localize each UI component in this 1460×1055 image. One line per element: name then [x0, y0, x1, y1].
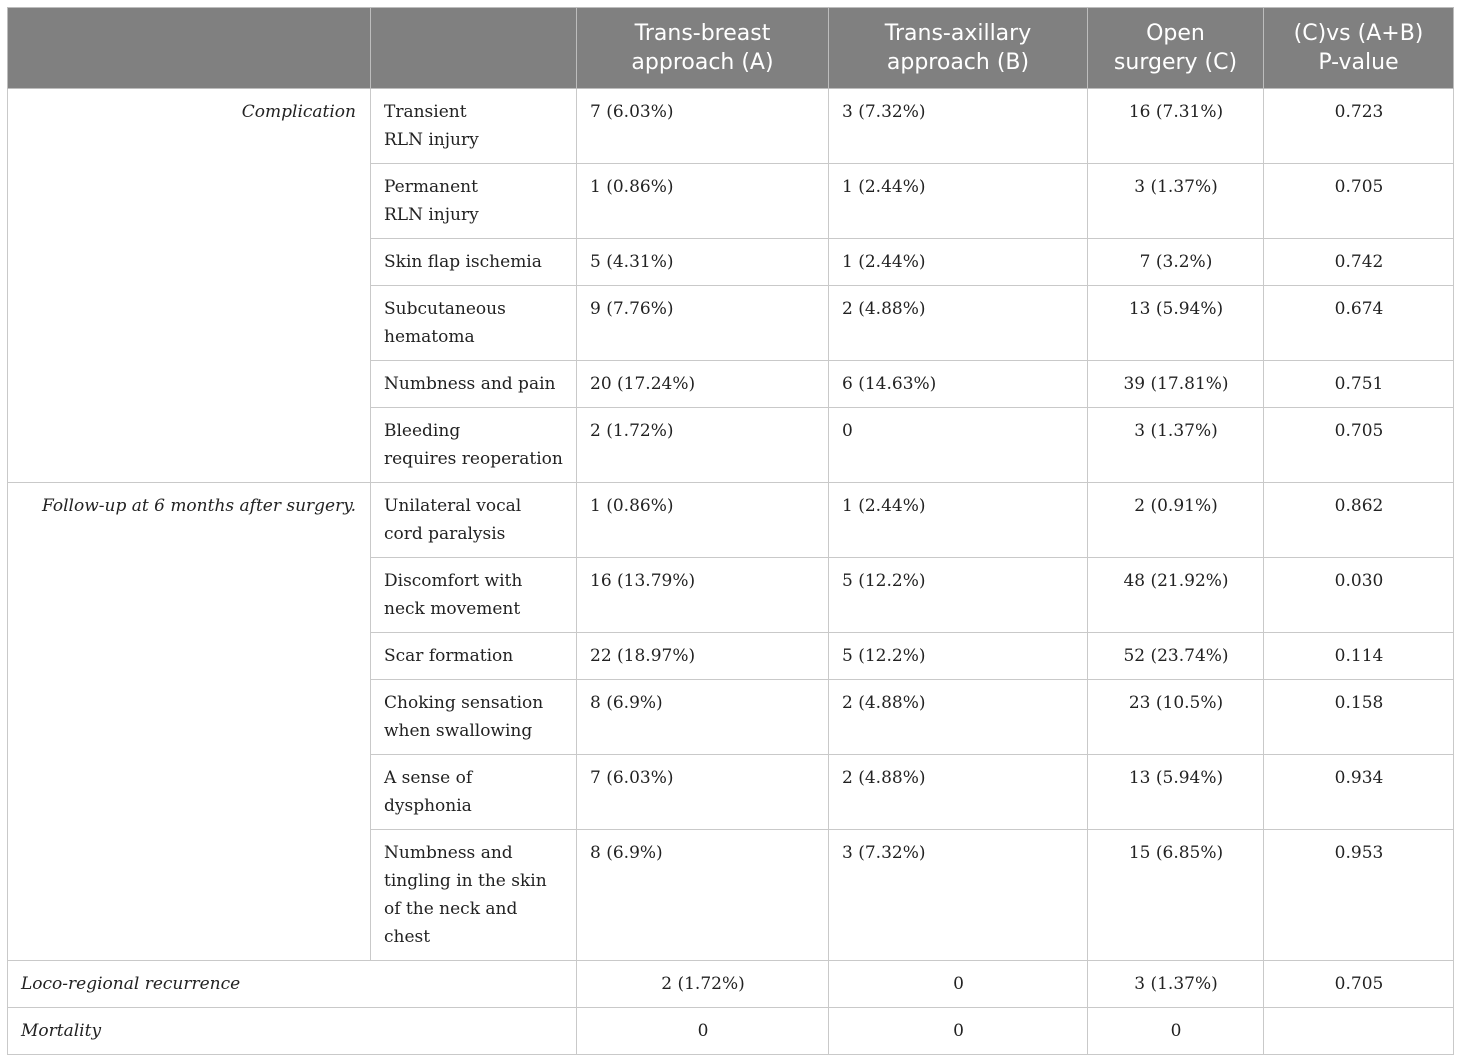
item-cell: Unilateral vocal cord paralysis — [371, 483, 577, 558]
value-c: 3 (1.37%) — [1088, 164, 1264, 239]
value-c: 52 (23.74%) — [1088, 633, 1264, 680]
value-p: 0.705 — [1264, 164, 1454, 239]
value-p: 0.953 — [1264, 830, 1454, 961]
value-a: 9 (7.76%) — [577, 286, 829, 361]
value-p: 0.705 — [1264, 408, 1454, 483]
value-b: 1 (2.44%) — [829, 483, 1088, 558]
value-b: 6 (14.63%) — [829, 361, 1088, 408]
value-a: 1 (0.86%) — [577, 483, 829, 558]
value-p: 0.158 — [1264, 680, 1454, 755]
table-row — [8, 961, 1454, 1008]
value-a: 2 (1.72%) — [577, 961, 829, 1008]
value-a: 0 — [577, 1008, 829, 1055]
value-p: 0.742 — [1264, 239, 1454, 286]
summary-label: Mortality — [8, 1008, 577, 1055]
header-trans-axillary — [829, 8, 1088, 89]
value-p: 0.862 — [1264, 483, 1454, 558]
header-line: Trans-breast — [634, 21, 771, 46]
header-line: surgery (C) — [1113, 50, 1238, 75]
value-b: 0 — [829, 408, 1088, 483]
value-c: 7 (3.2%) — [1088, 239, 1264, 286]
value-a: 1 (0.86%) — [577, 164, 829, 239]
header-trans-breast — [577, 8, 829, 89]
header-blank-category — [8, 8, 371, 89]
value-a: 20 (17.24%) — [577, 361, 829, 408]
value-a: 7 (6.03%) — [577, 89, 829, 164]
item-cell: Skin flap ischemia — [371, 239, 577, 286]
header-row — [8, 8, 1454, 89]
value-c: 39 (17.81%) — [1088, 361, 1264, 408]
header-p-value — [1264, 8, 1454, 89]
header-line: approach (A) — [631, 50, 774, 75]
value-a: 7 (6.03%) — [577, 755, 829, 830]
value-p: 0.934 — [1264, 755, 1454, 830]
item-cell: Scar formation — [371, 633, 577, 680]
header-line: (C)vs (A+B) — [1293, 21, 1424, 46]
value-a: 8 (6.9%) — [577, 830, 829, 961]
item-cell: Numbness and tingling in the skin of the neck and chest — [371, 830, 577, 961]
table-row — [8, 89, 1454, 164]
value-p — [1264, 1008, 1454, 1055]
header-open-surgery — [1088, 8, 1264, 89]
value-p: 0.114 — [1264, 633, 1454, 680]
value-b: 5 (12.2%) — [829, 558, 1088, 633]
item-cell: Permanent RLN injury — [371, 164, 577, 239]
value-c: 13 (5.94%) — [1088, 286, 1264, 361]
value-c: 13 (5.94%) — [1088, 755, 1264, 830]
value-a: 8 (6.9%) — [577, 680, 829, 755]
value-b: 1 (2.44%) — [829, 239, 1088, 286]
results-table — [7, 7, 1454, 1055]
value-a: 5 (4.31%) — [577, 239, 829, 286]
item-cell: Transient RLN injury — [371, 89, 577, 164]
value-p: 0.705 — [1264, 961, 1454, 1008]
table-row — [8, 1008, 1454, 1055]
value-p: 0.030 — [1264, 558, 1454, 633]
value-c: 2 (0.91%) — [1088, 483, 1264, 558]
header-line: Trans-axillary — [884, 21, 1032, 46]
value-b: 3 (7.32%) — [829, 89, 1088, 164]
value-b: 1 (2.44%) — [829, 164, 1088, 239]
value-b: 2 (4.88%) — [829, 755, 1088, 830]
item-cell: A sense of dysphonia — [371, 755, 577, 830]
value-c: 23 (10.5%) — [1088, 680, 1264, 755]
header-line: Open — [1146, 21, 1205, 46]
value-a: 16 (13.79%) — [577, 558, 829, 633]
summary-label: Loco-regional recurrence — [8, 961, 577, 1008]
value-b: 5 (12.2%) — [829, 633, 1088, 680]
value-a: 22 (18.97%) — [577, 633, 829, 680]
header-line: approach (B) — [886, 50, 1030, 75]
item-cell: Discomfort with neck movement — [371, 558, 577, 633]
item-cell: Bleeding requires reoperation — [371, 408, 577, 483]
header-line: P-value — [1318, 50, 1399, 75]
item-cell: Numbness and pain — [371, 361, 577, 408]
value-p: 0.723 — [1264, 89, 1454, 164]
value-c: 3 (1.37%) — [1088, 408, 1264, 483]
value-c: 15 (6.85%) — [1088, 830, 1264, 961]
category-complication: Complication — [8, 89, 371, 483]
value-b: 2 (4.88%) — [829, 286, 1088, 361]
header-blank-item — [371, 8, 577, 89]
value-b: 3 (7.32%) — [829, 830, 1088, 961]
value-p: 0.751 — [1264, 361, 1454, 408]
item-cell: Choking sensation when swallowing — [371, 680, 577, 755]
value-b: 0 — [829, 1008, 1088, 1055]
value-b: 0 — [829, 961, 1088, 1008]
value-a: 2 (1.72%) — [577, 408, 829, 483]
value-b: 2 (4.88%) — [829, 680, 1088, 755]
value-c: 0 — [1088, 1008, 1264, 1055]
value-c: 3 (1.37%) — [1088, 961, 1264, 1008]
table-row — [8, 483, 1454, 558]
item-cell: Subcutaneous hematoma — [371, 286, 577, 361]
value-c: 48 (21.92%) — [1088, 558, 1264, 633]
value-c: 16 (7.31%) — [1088, 89, 1264, 164]
category-follow-up: Follow-up at 6 months after surgery. — [8, 483, 371, 961]
value-p: 0.674 — [1264, 286, 1454, 361]
